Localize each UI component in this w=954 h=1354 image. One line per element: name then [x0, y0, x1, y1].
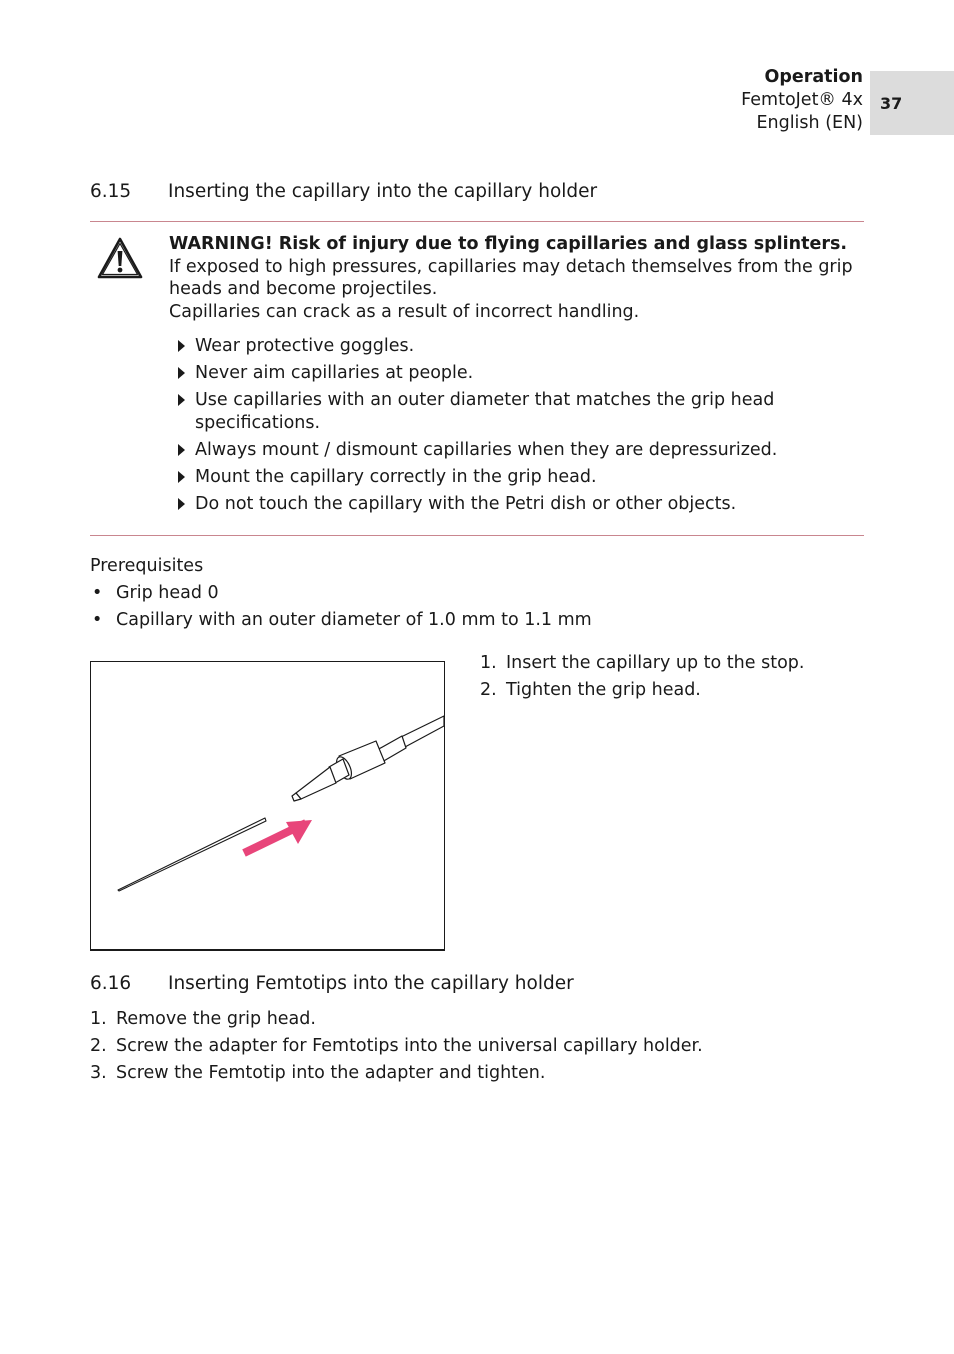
prereq-text: Grip head 0 [116, 583, 219, 603]
section-616-heading [90, 973, 574, 994]
capillary-insertion-figure [90, 661, 445, 951]
warning-line-2: Capillaries can crack as a result of incorrect handling. [169, 301, 640, 322]
list-item [175, 439, 865, 462]
list-item [480, 677, 804, 704]
triangle-bullet-icon [178, 340, 185, 352]
step-number: 2. [480, 680, 497, 700]
page-number-tab [870, 71, 954, 135]
warning-bullet-list [175, 335, 865, 520]
capillary-illustration [118, 818, 266, 891]
section-615-number: 6.15 [90, 181, 132, 202]
list-item [175, 362, 865, 385]
list-item [90, 1033, 703, 1060]
warning-bottom-rule [90, 535, 864, 536]
bullet-text: Never aim capillaries at people. [195, 363, 474, 383]
section-615-title: Inserting the capillary into the capillary holder [168, 181, 598, 202]
grip-head-illustration [292, 716, 444, 801]
step-text: Insert the capillary up to the stop. [506, 653, 805, 673]
step-text: Screw the Femtotip into the adapter and tighten. [116, 1063, 546, 1083]
header-section-title: Operation [764, 67, 863, 87]
section-616-number: 6.16 [90, 973, 132, 994]
warning-triangle-icon [96, 236, 144, 285]
section-616-title: Inserting Femtotips into the capillary holder [168, 973, 574, 994]
list-item [90, 1006, 703, 1033]
step-number: 1. [480, 653, 497, 673]
triangle-bullet-icon [178, 498, 185, 510]
step-text: Remove the grip head. [116, 1009, 316, 1029]
list-item [480, 650, 804, 677]
warning-text [169, 233, 859, 323]
list-item [175, 466, 865, 489]
header-product: FemtoJet® 4x [741, 90, 863, 110]
header-language: English (EN) [756, 113, 863, 133]
bullet-text: Mount the capillary correctly in the grip head. [195, 466, 597, 487]
triangle-bullet-icon [178, 444, 185, 456]
prereq-text: Capillary with an outer diameter of 1.0 mm to 1.1 mm [116, 610, 592, 630]
step-text: Screw the adapter for Femtotips into the universal capillary holder. [116, 1036, 703, 1056]
section-615-heading [90, 181, 597, 202]
section-615-steps [480, 650, 804, 704]
bullet-text: Use capillaries with an outer diameter that matches the grip head specifications. [195, 390, 775, 433]
step-number: 3. [90, 1063, 107, 1083]
step-number: 2. [90, 1036, 107, 1056]
triangle-bullet-icon [178, 471, 185, 483]
list-item [90, 580, 592, 607]
triangle-bullet-icon [178, 367, 185, 379]
bullet-text: Wear protective goggles. [195, 336, 415, 356]
bullet-text: Always mount / dismount capillaries when they are depressurized. [195, 439, 778, 460]
list-item [175, 389, 865, 434]
bullet-dot-icon: • [92, 610, 103, 630]
list-item [90, 607, 592, 634]
warning-line-1: If exposed to high pressures, capillaries may detach themselves from the grip heads and become projectiles. [169, 256, 853, 299]
list-item [90, 1060, 703, 1087]
triangle-bullet-icon [178, 394, 185, 406]
list-item [175, 335, 865, 358]
warning-title: WARNING! Risk of injury due to flying capillaries and glass splinters. [169, 234, 848, 254]
prerequisites-label: Prerequisites [90, 556, 204, 576]
step-text: Tighten the grip head. [506, 680, 701, 700]
running-header [741, 66, 863, 135]
prerequisites [90, 553, 592, 634]
bullet-dot-icon: • [92, 583, 103, 603]
warning-top-rule [90, 221, 864, 222]
step-number: 1. [90, 1009, 107, 1029]
bullet-text: Do not touch the capillary with the Petri dish or other objects. [195, 493, 737, 514]
page-number: 37 [880, 93, 903, 113]
list-item [175, 493, 865, 516]
prerequisites-list [90, 580, 592, 634]
section-616-steps [90, 1006, 703, 1087]
